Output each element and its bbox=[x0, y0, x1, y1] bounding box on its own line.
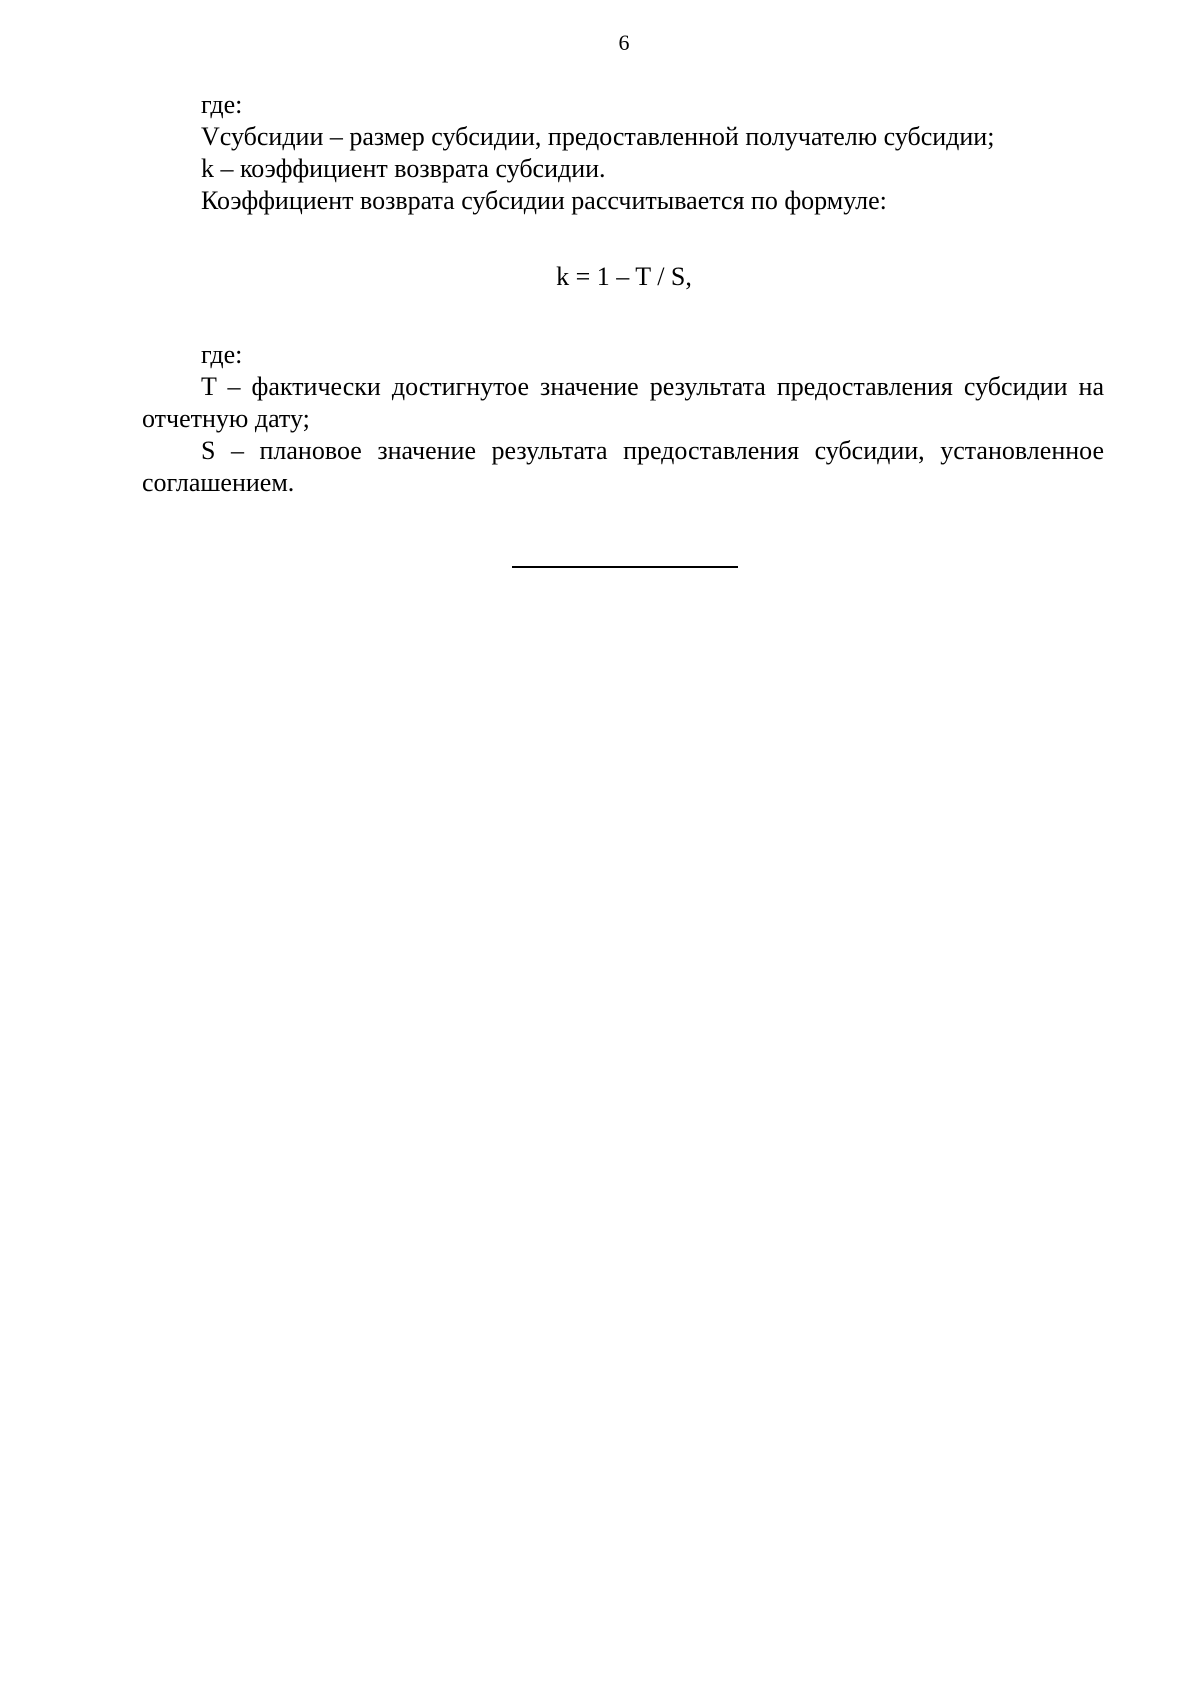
t-value-definition: T – фактически достигнутое значение результата предоставления субсидии на отчетную дату; bbox=[142, 372, 1104, 433]
page-number: 6 bbox=[618, 30, 630, 55]
formula-intro: Коэффициент возврата субсидии рассчитывается по формуле: bbox=[201, 186, 887, 215]
definitions-block-2 bbox=[142, 339, 1104, 499]
v-subsidy-definition: Vсубсидии – размер субсидии, предоставленной получателю субсидии; bbox=[201, 122, 995, 151]
k-coefficient-definition: k – коэффициент возврата субсидии. bbox=[201, 154, 606, 183]
where-label-1: где: bbox=[201, 90, 243, 119]
s-value-definition: S – плановое значение результата предоставления субсидии, установленное соглашением. bbox=[142, 436, 1104, 497]
end-of-document-rule bbox=[512, 566, 738, 568]
where-label-2: где: bbox=[201, 340, 243, 369]
formula: k = 1 – T / S, bbox=[556, 262, 692, 291]
definitions-block-1 bbox=[142, 89, 1104, 217]
